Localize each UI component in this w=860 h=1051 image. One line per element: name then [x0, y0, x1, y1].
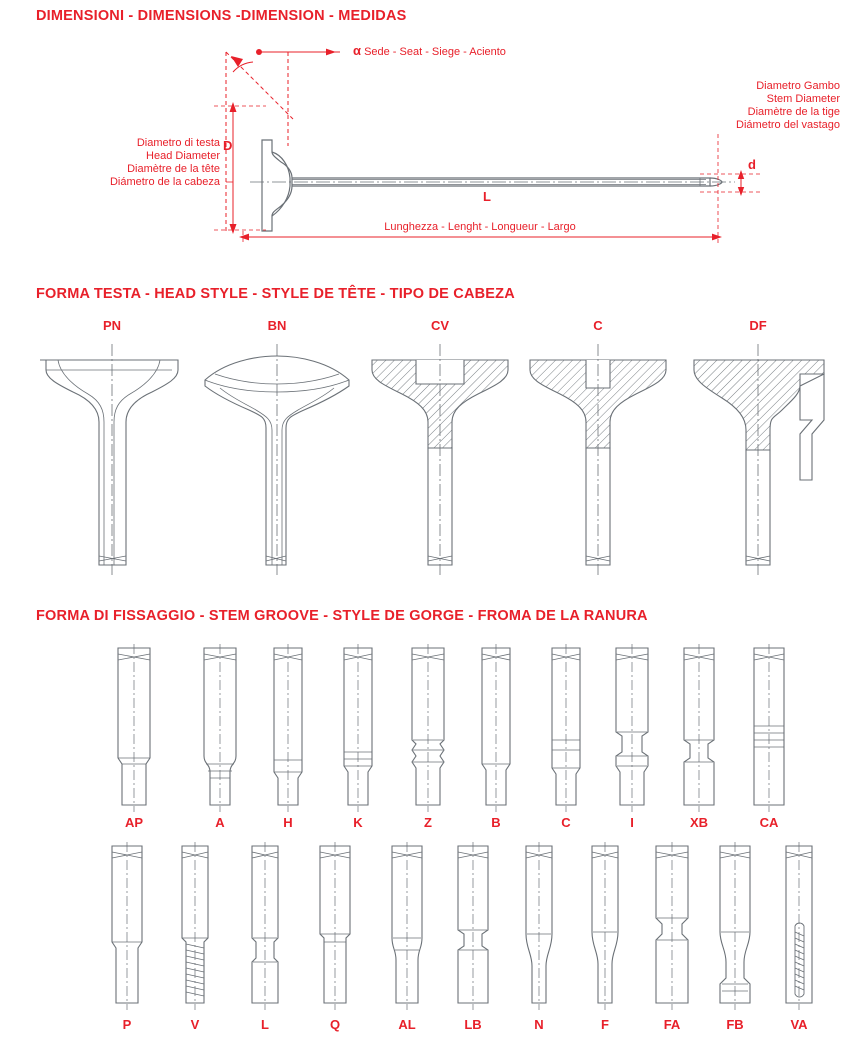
- symbol-D: D: [223, 138, 233, 153]
- stem-groove-code-h: H: [283, 815, 293, 830]
- stem-groove-code-ca: CA: [759, 815, 779, 830]
- stem-groove-code-xb: XB: [689, 815, 709, 830]
- stem-groove-code-p: P: [122, 1017, 132, 1032]
- head-style-code-bn: BN: [267, 318, 287, 333]
- head-style-code-pn: PN: [102, 318, 122, 333]
- stem-groove-code-a: A: [215, 815, 225, 830]
- stem-groove-code-c: C: [561, 815, 571, 830]
- stem-groove-row2-drawings: [0, 838, 860, 1018]
- head-style-code-c: C: [593, 318, 603, 333]
- length-label: Lunghezza - Lenght - Longueur - Largo: [384, 221, 576, 233]
- stem-groove-code-l: L: [261, 1017, 269, 1032]
- stem-groove-code-b: B: [491, 815, 501, 830]
- stem-groove-code-q: Q: [329, 1017, 341, 1032]
- stem-groove-code-ap: AP: [124, 815, 144, 830]
- stem-groove-code-lb: LB: [464, 1017, 482, 1032]
- section-title-dimensions: DIMENSIONI - DIMENSIONS -DIMENSION - MEDIDAS: [36, 8, 407, 24]
- seat-label: α Sede - Seat - Siege - Aciento: [353, 43, 506, 58]
- head-style-drawings: [0, 330, 860, 600]
- section-title-stem-groove: FORMA DI FISSAGGIO - STEM GROOVE - STYLE DE GORGE - FROMA DE LA RANURA: [36, 608, 648, 624]
- stem-groove-code-f: F: [601, 1017, 609, 1032]
- section-title-head-style: FORMA TESTA - HEAD STYLE - STYLE DE TÊTE - TIPO DE CABEZA: [36, 286, 515, 302]
- head-style-code-cv: CV: [430, 318, 450, 333]
- stem-groove-code-fb: FB: [726, 1017, 744, 1032]
- stem-groove-code-k: K: [353, 815, 363, 830]
- head-diameter-label: Diametro di testa Head Diameter Diamètre de la tête Diámetro de la cabeza: [109, 137, 220, 188]
- stem-diameter-label: Diametro Gambo Stem Diameter Diamètre de la tige Diámetro del vastago: [736, 80, 840, 131]
- stem-groove-code-v: V: [190, 1017, 200, 1032]
- stem-groove-code-z: Z: [424, 815, 432, 830]
- head-style-code-df: DF: [749, 318, 767, 333]
- alpha-symbol: α: [353, 43, 361, 58]
- symbol-L: L: [483, 189, 491, 204]
- stem-groove-row1-drawings: [0, 640, 860, 820]
- stem-groove-code-fa: FA: [663, 1017, 681, 1032]
- symbol-d: d: [748, 157, 756, 172]
- stem-groove-code-va: VA: [790, 1017, 808, 1032]
- stem-groove-code-i: I: [630, 815, 634, 830]
- stem-groove-code-al: AL: [398, 1017, 416, 1032]
- stem-groove-code-n: N: [534, 1017, 544, 1032]
